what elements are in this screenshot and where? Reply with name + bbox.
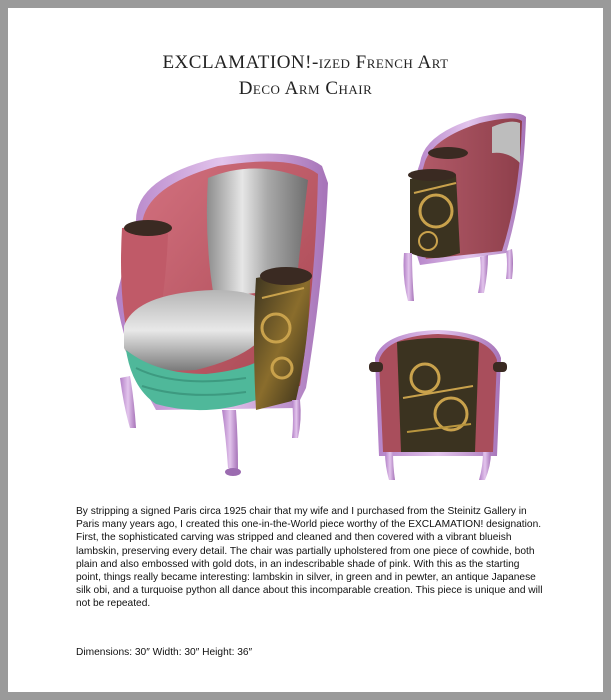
description-paragraph: By stripping a signed Paris circa 1925 chair that my wife and I purchased from the Steinitz Gallery in Paris many years ago, I created this one-in-the-World piece worthy of the EXCLAMATION! designation. First, the sophisticated carving was stripped and cleaned and then covered with a vibrant blueish lambskin, preserving every detail. The chair was partially upholstered from one piece of cowhide, both plain and also embossed with gold dots, in an indescribable shade of pink. With this as the starting point, things really became interesting: lambskin in silver, in green and in pewter, an antique Japanese silk obi, and a turquoise python all dance about this incomparable creation. This piece is unique and will not be repeated. [76, 506, 543, 610]
title-line-2: Deco Arm Chair [238, 78, 373, 99]
page-title [8, 50, 603, 102]
dimensions-text: Dimensions: 30″ Width: 30″ Height: 36″ [76, 647, 253, 658]
chair-front-photo [96, 138, 336, 483]
title-line-1: EXCLAMATION!-ized French Art [162, 52, 449, 73]
chair-side-photo [380, 103, 530, 313]
page [8, 8, 603, 692]
chair-back-photo [363, 328, 513, 483]
